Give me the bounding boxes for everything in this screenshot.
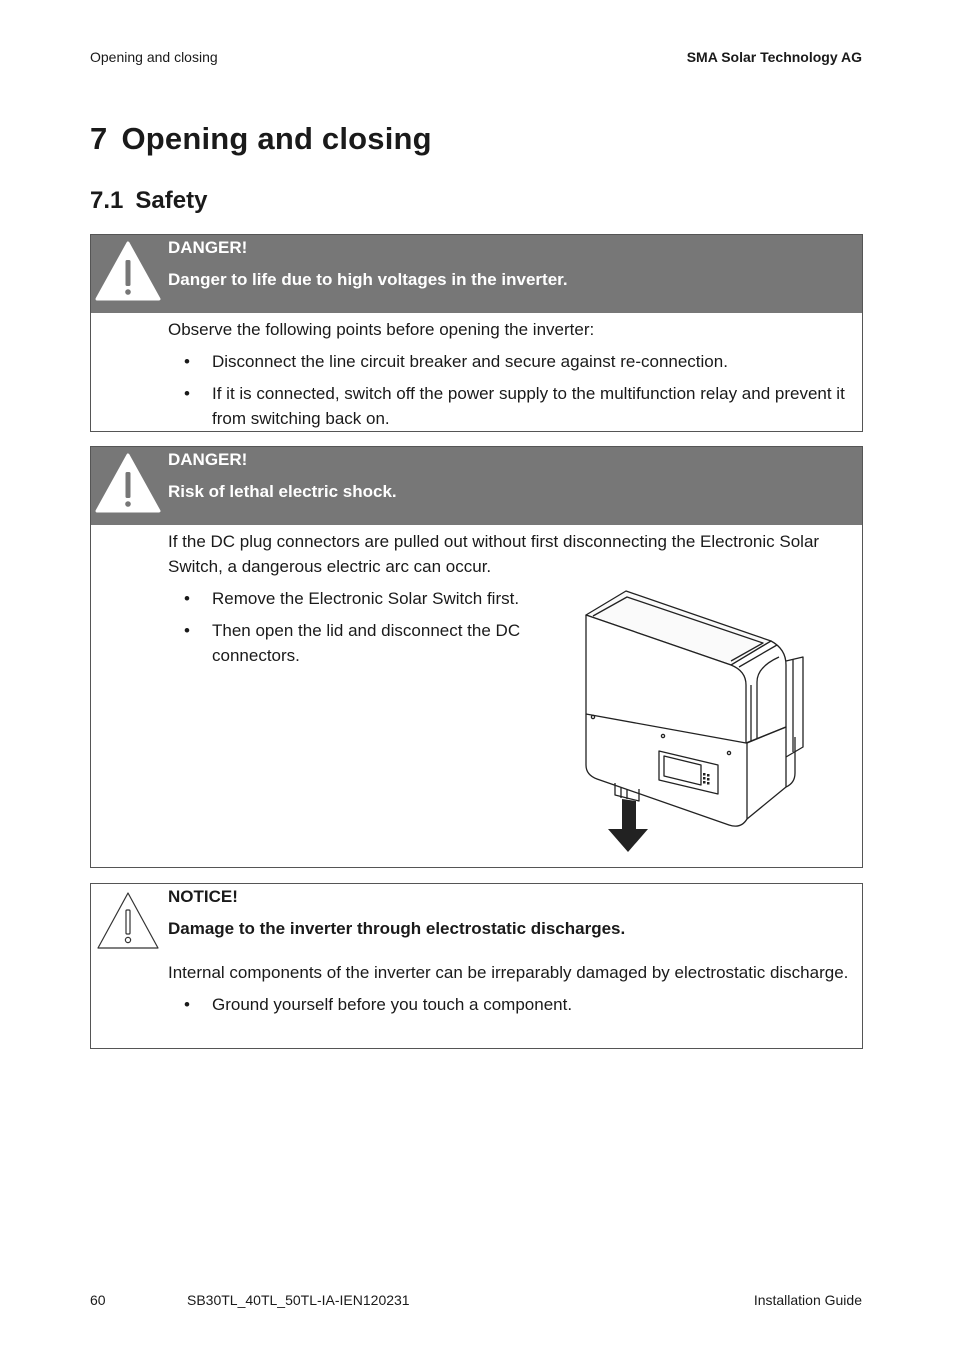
warning-body xyxy=(91,313,862,431)
document-type: Installation Guide xyxy=(753,1292,862,1308)
warning-intro: If the DC plug connectors are pulled out without first disconnecting the Electronic Solar Switch, a dangerous electric arc can occur. xyxy=(168,532,820,576)
list-item-text: Then open the lid and disconnect the DC connectors. xyxy=(212,621,521,665)
warning-intro: Observe the following points before opening the inverter: xyxy=(168,320,595,339)
bullet: • xyxy=(184,995,190,1014)
danger-header xyxy=(91,447,862,525)
bullet: • xyxy=(184,384,190,403)
section-title: Safety xyxy=(135,187,208,214)
list-item xyxy=(168,586,522,611)
warning-intro: Internal components of the inverter can be irreparably damaged by electrostatic discharge. xyxy=(168,963,849,982)
chapter-title: Opening and closing xyxy=(121,121,432,156)
warning-title: Damage to the inverter through electrostatic discharges. xyxy=(168,919,626,938)
list-item-text: Remove the Electronic Solar Switch first. xyxy=(212,589,520,608)
danger-box-electric-shock xyxy=(90,446,863,868)
signal-word: DANGER! xyxy=(168,238,248,257)
page-number: 60 xyxy=(90,1292,106,1308)
list-item xyxy=(168,992,854,1017)
signal-word: NOTICE! xyxy=(168,887,238,906)
notice-header xyxy=(91,884,862,956)
chapter-number: 7 xyxy=(90,121,108,156)
danger-header xyxy=(91,235,862,313)
list-item xyxy=(168,349,854,374)
running-header-left: Opening and closing xyxy=(90,49,218,65)
running-header-right: SMA Solar Technology AG xyxy=(686,49,862,65)
list-item xyxy=(168,618,522,668)
inverter-illustration xyxy=(581,587,811,857)
bullet: • xyxy=(184,621,190,640)
section-heading xyxy=(90,187,207,215)
chapter-heading xyxy=(90,121,432,157)
section-number: 7.1 xyxy=(90,187,124,214)
warning-body xyxy=(91,956,862,1017)
notice-triangle-icon xyxy=(95,890,161,950)
warning-triangle-icon xyxy=(95,241,161,301)
warning-title: Danger to life due to high voltages in the inverter. xyxy=(168,270,568,289)
notice-box-electrostatic xyxy=(90,883,863,1049)
list-item-text: Ground yourself before you touch a component. xyxy=(212,995,573,1014)
bullet: • xyxy=(184,589,190,608)
danger-box-high-voltage xyxy=(90,234,863,432)
signal-word: DANGER! xyxy=(168,450,248,469)
list-item-text: If it is connected, switch off the power supply to the multifunction relay and prevent it from switching back on. xyxy=(212,384,845,428)
list-item-text: Disconnect the line circuit breaker and secure against re-connection. xyxy=(212,352,728,371)
bullet: • xyxy=(184,352,190,371)
document-id: SB30TL_40TL_50TL-IA-IEN120231 xyxy=(187,1292,410,1308)
warning-title: Risk of lethal electric shock. xyxy=(168,482,397,501)
list-item xyxy=(168,381,854,431)
warning-triangle-icon xyxy=(95,453,161,513)
